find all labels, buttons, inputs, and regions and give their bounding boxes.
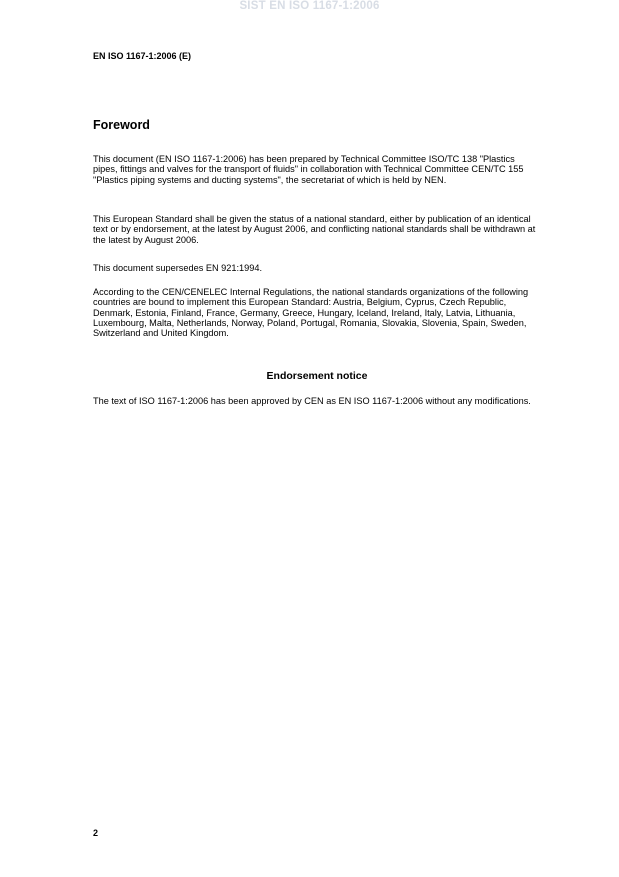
document-id: EN ISO 1167-1:2006 (E) [93, 51, 192, 61]
foreword-paragraph-3: This document supersedes EN 921:1994. [93, 263, 263, 273]
foreword-heading: Foreword [93, 118, 150, 132]
foreword-paragraph-4: According to the CEN/CENELEC Internal Regulations, the national standards organizations of the following countries are bound to implement this European Standard: Austria, Belgium, Cyprus, Czech Republic, Denmark, Estonia, Finland, France, Germany, Greece, Hungary, Iceland, Ireland, Italy, Latvia, Lithuania, Luxembourg, Malta, Netherlands, Norway, Poland, Portugal, Romania, Slovakia, Slovenia, Spain, Sweden, Switzerland and United Kingdom. [93, 287, 529, 339]
watermark: SIST EN ISO 1167-1:2006 [239, 0, 380, 12]
foreword-paragraph-1: This document (EN ISO 1167-1:2006) has been prepared by Technical Committee ISO/TC 138 "Plastics pipes, fittings and valves for the transport of fluids" in collaboration with Technical Committee CEN/TC 155 "Plastics piping systems and ducting systems", the secretariat of which is held by NEN. [93, 154, 524, 185]
foreword-paragraph-2: This European Standard shall be given the status of a national standard, either by publication of an identical text or by endorsement, at the latest by August 2006, and conflicting national standards shall be withdrawn at the latest by August 2006. [93, 214, 536, 245]
endorsement-heading: Endorsement notice [266, 370, 368, 382]
page-number: 2 [93, 828, 99, 838]
endorsement-text: The text of ISO 1167-1:2006 has been approved by CEN as EN ISO 1167-1:2006 without any modifications. [93, 396, 531, 406]
